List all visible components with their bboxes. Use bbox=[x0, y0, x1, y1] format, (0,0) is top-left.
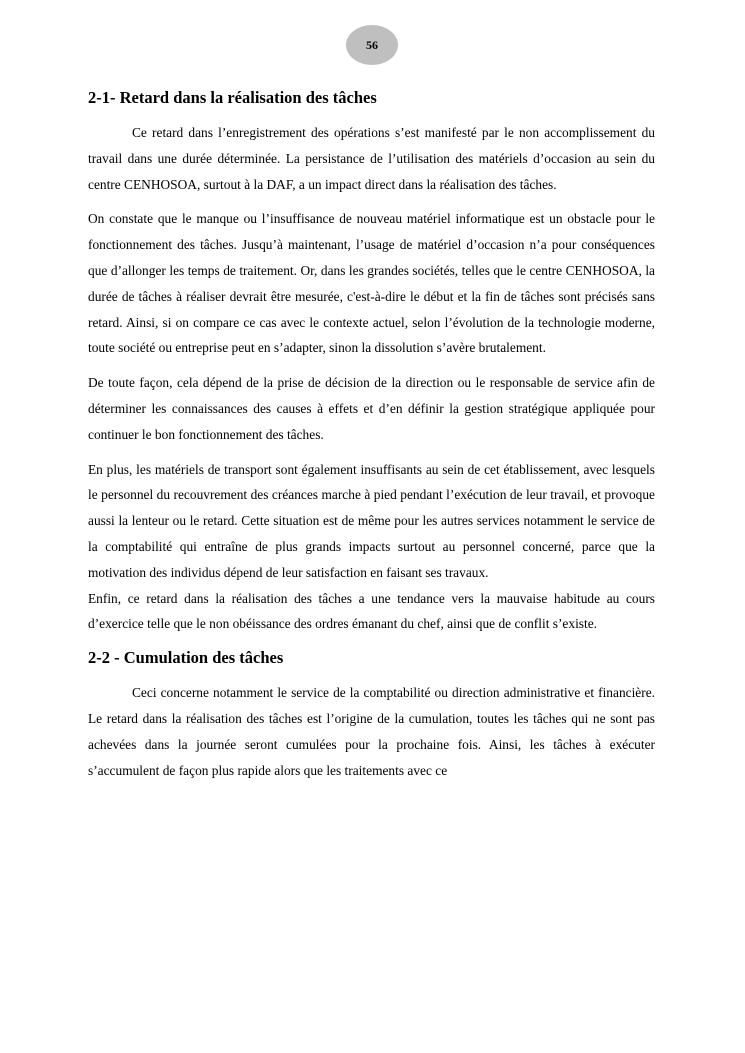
section-heading-2-1: 2-1- Retard dans la réalisation des tâches bbox=[88, 88, 377, 107]
paragraph: Enfin, ce retard dans la réalisation des tâches a une tendance vers la mauvaise habitude au cours d’exercice telle que le non obéissance des ordres émanant du chef, ainsi que de conflit s’existe. bbox=[88, 590, 655, 632]
document-body bbox=[88, 86, 655, 783]
page-number-badge bbox=[346, 25, 398, 65]
section-heading-2-2: 2-2 - Cumulation des tâches bbox=[88, 648, 284, 668]
paragraph: Ceci concerne notamment le service de la comptabilité ou direction administrative et financière. Le retard dans la réalisation des tâches est l’origine de la cumulation, toutes les tâches qui ne sont pas achevées dans la journée seront cumulées pour la prochaine fois. Ainsi, les tâches à exécuter s’accumulent de façon plus rapide alors que les traitements avec ce bbox=[88, 685, 655, 778]
page-number: 56 bbox=[366, 37, 378, 52]
paragraph: On constate que le manque ou l’insuffisance de nouveau matériel informatique est un obstacle pour le fonctionnement des tâches. Jusqu’à maintenant, l’usage de matériel d’occasion n’a pour conséquences que d’allonger les temps de traitement. Or, dans les grandes sociétés, telles que le centre CENHOSOA, la durée de tâches à réaliser devrait être mesurée, c'est-à-dire le début et la fin de tâches sont précisés sans retard. Ainsi, si on compare ce cas avec le contexte actuel, selon l’évolution de la technologie moderne, toute société ou entreprise peut en s’adapter, sinon la dissolution s’avère brutalement. bbox=[88, 211, 655, 356]
paragraph: En plus, les matériels de transport sont également insuffisants au sein de cet établissement, avec lesquels le personnel du recouvrement des créances marche à pied pendant l’exécution de leur travail, et provoque aussi la lenteur ou le retard. Cette situation est de même pour les autres services notamment le service de la comptabilité qui entraîne de plus grands impacts surtout au personnel concerné, parce que la motivation des individus dépend de leur satisfaction en faisant ses travaux. bbox=[88, 461, 655, 580]
paragraph: Ce retard dans l’enregistrement des opérations s’est manifesté par le non accomplissement du travail dans une durée déterminée. La persistance de l’utilisation des matériels d’occasion au sein du centre CENHOSOA, surtout à la DAF, a un impact direct dans la réalisation des tâches. bbox=[88, 125, 655, 192]
paragraph: De toute façon, cela dépend de la prise de décision de la direction ou le responsable de service afin de déterminer les connaissances des causes à effets et d’en définir la gestion stratégique appliquée pour continuer le bon fonctionnement des tâches. bbox=[88, 375, 655, 442]
